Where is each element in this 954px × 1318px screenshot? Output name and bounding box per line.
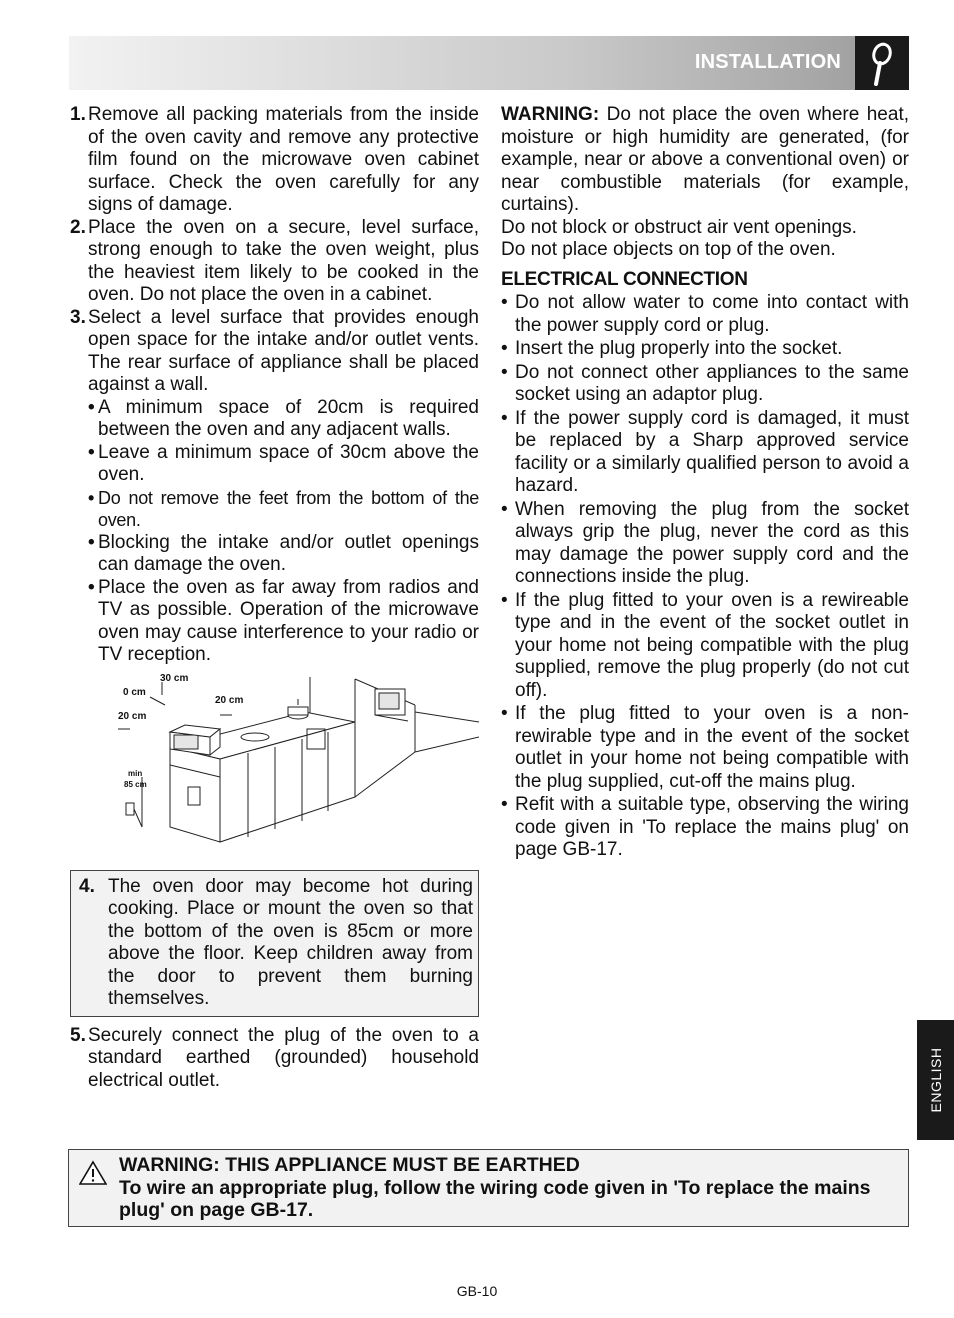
right-column [501, 104, 909, 862]
list-item: • If the power supply cord is damaged, it must be replaced by a Sharp approved service facility or a similarly qualified person to avoid a hazard. [501, 407, 909, 496]
step-3 [70, 307, 479, 397]
list-item: • Do not remove the feet from the bottom of the oven. [88, 487, 479, 530]
earthing-warning-box [68, 1149, 909, 1227]
list-item: • When removing the plug from the socket always grip the plug, never the cord as this may damage the power supply cord and the connections inside the plug. [501, 498, 909, 587]
list-item: • A minimum space of 20cm is required between the oven and any adjacent walls. [88, 396, 479, 440]
warning-text: Do not place the oven where heat, moisture or high humidity are generated, (for example, near or above a conventional oven) or near combustible materials (for example, curtains). [501, 104, 910, 215]
clearance-list [88, 397, 479, 667]
electrical-list [501, 292, 909, 862]
list-item: • Blocking the intake and/or outlet openings can damage the oven. [88, 531, 479, 575]
step-text: The oven door may become hot during cooking. Place or mount the oven so that the bottom of the oven is 85cm or more above the floor. Keep children away from the door to prevent them burning themselves. [108, 875, 473, 1009]
section-heading: ELECTRICAL CONNECTION [501, 268, 748, 290]
earthing-warning-title: WARNING: THIS APPLIANCE MUST BE EARTHED [119, 1154, 580, 1176]
step-text: Securely connect the plug of the oven to a standard earthed (grounded) household electrical outlet. [88, 1024, 479, 1091]
step-5 [70, 1025, 479, 1093]
earthing-warning-detail: To wire an appropriate plug, follow the wiring code given in 'To replace the mains plug' on page GB-17. [119, 1176, 871, 1221]
label-height: 85 cm [124, 779, 147, 789]
warning-label: WARNING: [501, 104, 600, 125]
step-1 [70, 104, 479, 217]
step-number: 1. [70, 104, 86, 125]
installation-illustration [70, 672, 479, 862]
page-number: GB-10 [456, 1283, 498, 1299]
list-item: • Do not allow water to come into contact with the power supply cord or plug. [501, 292, 909, 336]
list-item: • Place the oven as far away from radios and TV as possible. Operation of the microwave oven may cause interference to your radio or TV reception. [88, 576, 479, 665]
vent-notice: Do not block or obstruct air vent openings. [501, 216, 857, 238]
step-text: Place the oven on a secure, level surface, strong enough to take the oven weight, plus the heaviest item likely to be cooked in the oven. Do not place the oven in a cabinet. [88, 216, 479, 305]
top-objects-notice: Do not place objects on top of the oven. [501, 239, 836, 260]
step-2 [70, 217, 479, 307]
label-left-clearance: 20 cm [118, 710, 147, 722]
list-item: • If the plug fitted to your oven is a rewireable type and in the event of the socket outlet in your home not being compatible with the plug supplied, remove the plug properly (do not cut off). [501, 589, 909, 701]
section-header [69, 36, 909, 90]
left-column [70, 104, 479, 1092]
list-item: • Refit with a suitable type, observing the wiring code given in 'To replace the mains plug' on page GB-17. [501, 794, 909, 860]
list-item: • Leave a minimum space of 30cm above the oven. [88, 441, 479, 485]
door-hot-notice [70, 870, 479, 1017]
step-text: Select a level surface that provides enough open space for the intake and/or outlet vents. The rear surface of appliance shall be placed against a wall. [88, 306, 479, 395]
warning-triangle-icon [79, 1160, 107, 1186]
wrench-icon [855, 36, 909, 90]
list-item: • Insert the plug properly into the socket. [501, 338, 843, 359]
label-top-clearance: 30 cm [160, 672, 189, 684]
label-min: min [128, 768, 143, 778]
list-item: • Do not connect other appliances to the same socket using an adaptor plug. [501, 361, 909, 405]
language-tab [917, 1020, 954, 1140]
language-label: ENGLISH [927, 1047, 944, 1113]
section-title: INSTALLATION [694, 51, 841, 73]
step-number: 2. [70, 216, 86, 238]
label-right-clearance: 20 cm [215, 694, 244, 706]
label-back-clearance: 0 cm [123, 686, 146, 698]
step-number: 3. [70, 306, 86, 328]
step-number: 5. [70, 1024, 86, 1046]
step-number: 4. [79, 875, 95, 897]
list-item: • If the plug fitted to your oven is a non-rewirable type and in the event of the socket outlet in your home not being compatible with the plug supplied, cut-off the mains plug. [501, 703, 909, 792]
earthing-warning-text [119, 1154, 898, 1222]
placement-warning [501, 104, 909, 217]
step-text: Remove all packing materials from the inside of the oven cavity and remove any protective film found on the microwave oven cabinet surface. Check the oven carefully for any signs of damage. [88, 104, 479, 215]
